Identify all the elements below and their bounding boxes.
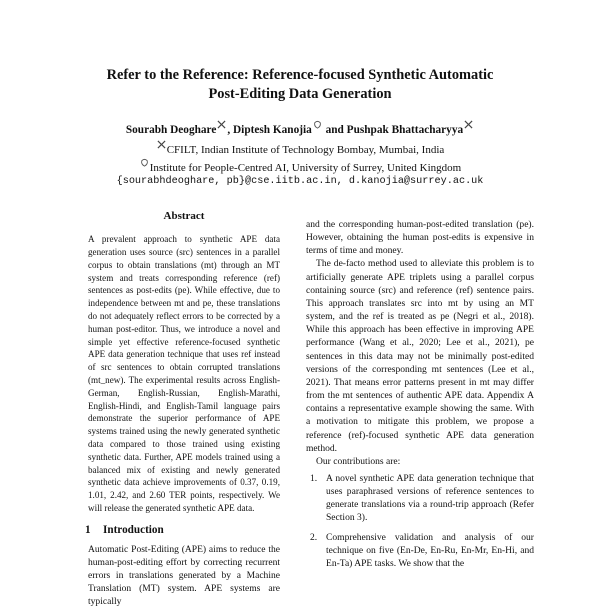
contributions-list <box>306 472 534 570</box>
author-deoghare: Sourabh Deoghare <box>125 124 217 136</box>
affiliation-iitb <box>0 140 600 156</box>
abstract-heading: Abstract <box>163 210 205 222</box>
introduction-paragraph: Automatic Post-Editing (APE) aims to reduce the human-post-editing effort by correcting recurrent errors in translations generated by a Machine Translation (MT) system. APE systems are typically <box>88 543 280 608</box>
right-paragraph-1: and the corresponding human-post-edited translation (pe). However, obtaining the human post-edits is expensive in terms of time and money. <box>306 219 534 257</box>
section-number: 1 <box>85 523 91 536</box>
list-item-number: 2. <box>310 531 318 543</box>
affiliation-1-text: CFILT, Indian Institute of Technology Bombay, Mumbai, India <box>166 144 445 156</box>
list-item <box>306 531 534 570</box>
abstract-text: A prevalent approach to synthetic APE data generation uses source (src) sentences in a parallel corpus to obtain translations (mt) through an MT system and treats corresponding reference (ref) sentences as post-edits (pe). While effective, due to independence between mt and pe, these translations do not adequately reflect errors to be corrected by a human post-editor. Thus, we introduce a novel and simple yet effective reference-focused synthetic APE data generation technique that uses ref instead of src sentences to obtain corrupted translations (mt_new). The experimental results across English-German, English-Russian, English-Marathi, English-Hindi, and English-Tamil language pairs demonstrate the superior performance of APE systems trained using the newly generated synthetic data compared to those trained using existing synthetic data. Further, APE models trained using a balanced mix of existing and newly generated synthetic data achieve improvements of 0.37, 0.19, 1.01, 2.42, and 2.60 TER points, respectively. We will release the generated synthetic APE data. <box>88 234 280 513</box>
contributions-lead: Our contributions are: <box>316 455 401 467</box>
author-list <box>0 120 600 136</box>
list-item <box>306 472 534 525</box>
affiliation-2-text: Institute for People-Centred AI, University of Surrey, United Kingdom <box>149 162 462 174</box>
surrey-logo-icon <box>140 158 149 167</box>
list-item-text: A novel synthetic APE data generation technique that uses paraphrased versions of reference sentences to generate translations via a round-trip approach (Refer Section 3). <box>326 472 534 524</box>
left-column <box>85 210 280 609</box>
list-item-text: Comprehensive validation and analysis of our technique on five (En-De, En-Ru, En-Mr, En-Hi, and En-Ta) APE tasks. We show that the <box>326 531 534 569</box>
paper-title <box>0 66 600 104</box>
affiliation-surrey <box>0 158 600 174</box>
surrey-logo-icon <box>313 120 322 129</box>
cfilt-logo-icon <box>157 140 166 149</box>
right-paragraph-2: The de-facto method used to alleviate this problem is to artificially generate APE triplets using a parallel corpus containing source (src) and reference (ref) sentence pairs. This approach translates src into mt by using an MT system, and the ref is treated as pe (Negri et al., 2018). While this approach has been effective in improving APE performance (Wang et al., 2020; Lee et al., 2021), pe sentences in this data may not be minimally post-edited versions of the corresponding mt sentences (Lee et al., 2021). That means error patterns present in mt may differ from the mt sentences of authentic APE data. Appendix A contains a representative example showing the same. With a motivation to mitigate this problem, we propose a reference (ref)-focused synthetic APE data generation method. <box>306 258 534 454</box>
author-kanojia: Diptesh Kanojia <box>233 124 312 136</box>
cfilt-logo-icon <box>464 120 473 129</box>
section-title: Introduction <box>103 523 164 536</box>
title-line-1: Refer to the Reference: Reference-focused Synthetic Automatic <box>106 67 494 83</box>
author-emails: {sourabhdeoghare, pb}@cse.iitb.ac.in, d.kanojia@surrey.ac.uk <box>116 176 484 187</box>
author-bhattacharyya: Pushpak Bhattacharyya <box>346 124 464 136</box>
section-heading-introduction <box>85 524 280 537</box>
cfilt-logo-icon <box>217 120 226 129</box>
title-line-2: Post-Editing Data Generation <box>208 86 392 102</box>
right-column <box>306 218 534 576</box>
author-separator: and <box>322 124 347 136</box>
list-item-number: 1. <box>310 472 318 484</box>
author-separator: , <box>227 124 234 136</box>
